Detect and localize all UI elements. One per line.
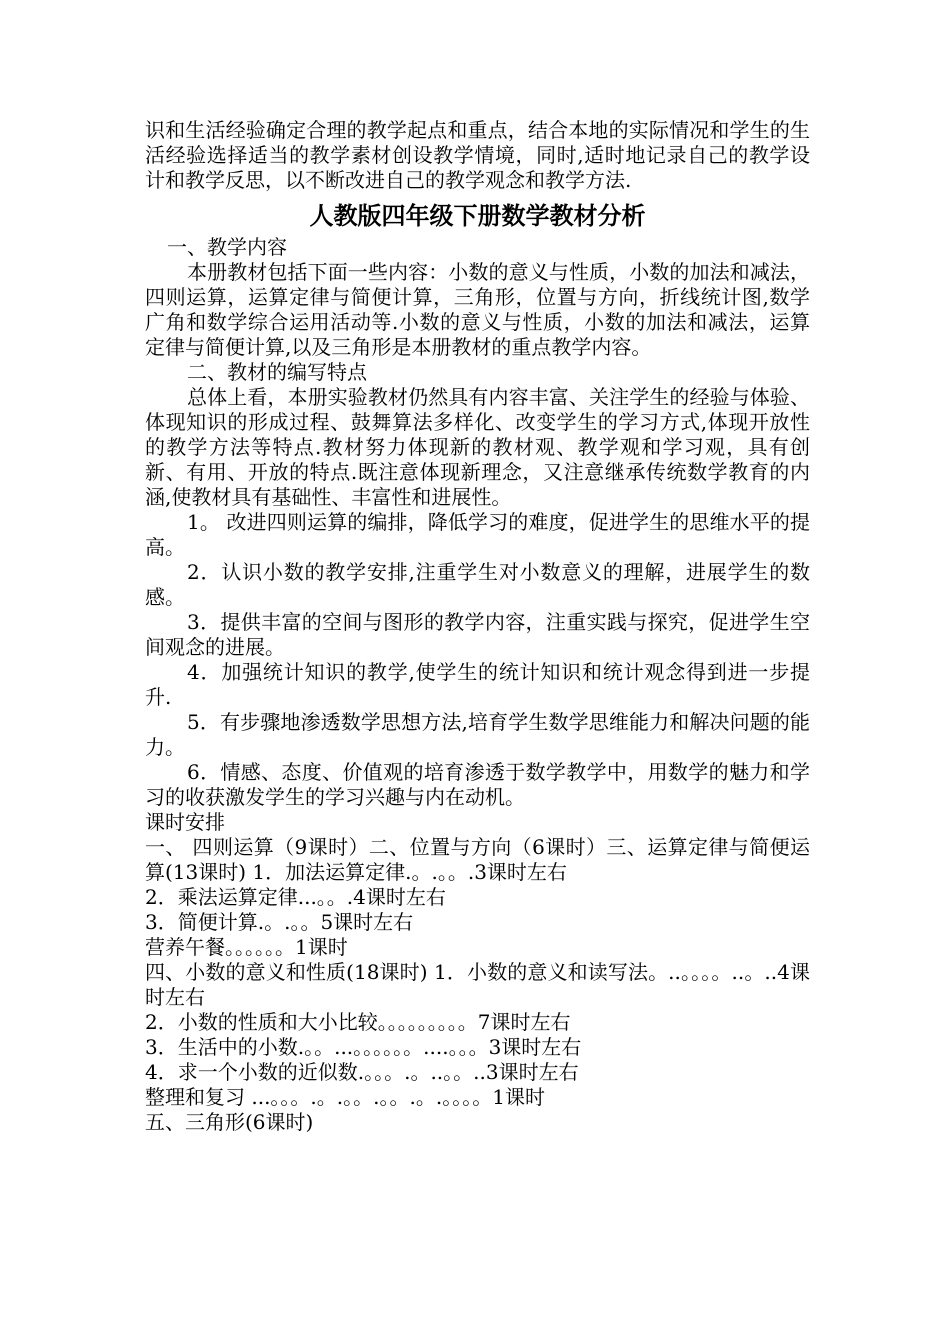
feature-item-4: 4．加强统计知识的教学,使学生的统计知识和统计观念得到进一步提升. <box>145 660 810 709</box>
schedule-line-2: 四、小数的意义和性质(18课时) 1．小数的意义和读写法。..。。。。..。..4课时左右 <box>145 960 810 1009</box>
schedule-sub-item: 2．乘法运算定律...。。.4课时左右 <box>145 885 446 909</box>
schedule-sub-item: 4．求一个小数的近似数.。。。.。..。。..3课时左右 <box>145 1060 579 1084</box>
section2-body: 总体上看，本册实验教材仍然具有内容丰富、关注学生的经验与体验、体现知识的形成过程、鼓舞算法多样化、改变学生的学习方式,体现开放性的教学方法等特点.教材努力体现新的教材观、教学观和学习观，具有创新、有用、开放的特点.既注意体现新理念，又注意继承传统数学教育的内涵,使教材具有基础性、丰富性和进展性。 <box>145 385 810 509</box>
section2-heading: 二、教材的编写特点 <box>187 360 367 384</box>
schedule-sub-item: 营养午餐。。。。。。1课时 <box>145 935 348 959</box>
document-title: 人教版四年级下册数学教材分析 <box>309 202 646 230</box>
feature-item-6: 6．情感、态度、价值观的培育渗透于数学教学中，用数学的魅力和学习的收获激发学生的学习兴趣与内在动机。 <box>145 760 810 809</box>
schedule-sub-item: 3．简便计算.。.。。5课时左右 <box>145 910 414 934</box>
feature-item-2: 2．认识小数的教学安排,注重学生对小数意义的理解，进展学生的数感。 <box>145 560 810 609</box>
intro-paragraph: 识和生活经验确定合理的教学起点和重点，结合本地的实际情况和学生的生活经验选择适当的教学素材创设教学情境，同时,适时地记录自己的教学设计和教学反思，以不断改进自己的教学观念和教学方法. <box>145 118 810 192</box>
schedule-sub-item: 整理和复习 ...。。。.。.。。.。。.。.。。。。1课时 <box>145 1085 545 1109</box>
feature-item-3: 3．提供丰富的空间与图形的教学内容，注重实践与探究，促进学生空间观念的进展。 <box>145 610 810 659</box>
schedule-heading: 课时安排 <box>145 810 225 834</box>
schedule-sub-item: 2．小数的性质和大小比较。。。。。。。。。7课时左右 <box>145 1010 571 1034</box>
schedule-line-1: 一、 四则运算（9课时）二、位置与方向（6课时）三、运算定律与简便运算(13课时) 1．加法运算定律.。.。。.3课时左右 <box>145 835 810 884</box>
section1-body: 本册教材包括下面一些内容：小数的意义与性质，小数的加法和减法，四则运算，运算定律与简便计算，三角形，位置与方向，折线统计图,数学广角和数学综合运用活动等.小数的意义与性质，小数的加法和减法，运算定律与简便计算,以及三角形是本册教材的重点教学内容。 <box>145 260 810 359</box>
schedule-line-3: 五、三角形(6课时) <box>145 1110 314 1134</box>
feature-item-5: 5．有步骤地渗透数学思想方法,培育学生数学思维能力和解决问题的能力。 <box>145 710 810 759</box>
schedule-sub-item: 3．生活中的小数.。。...。。。。。。....。。。3课时左右 <box>145 1035 582 1059</box>
feature-item-1: 1。 改进四则运算的编排，降低学习的难度，促进学生的思维水平的提高。 <box>145 510 810 559</box>
document-page <box>145 118 810 1135</box>
section1-heading: 一、教学内容 <box>167 235 287 259</box>
